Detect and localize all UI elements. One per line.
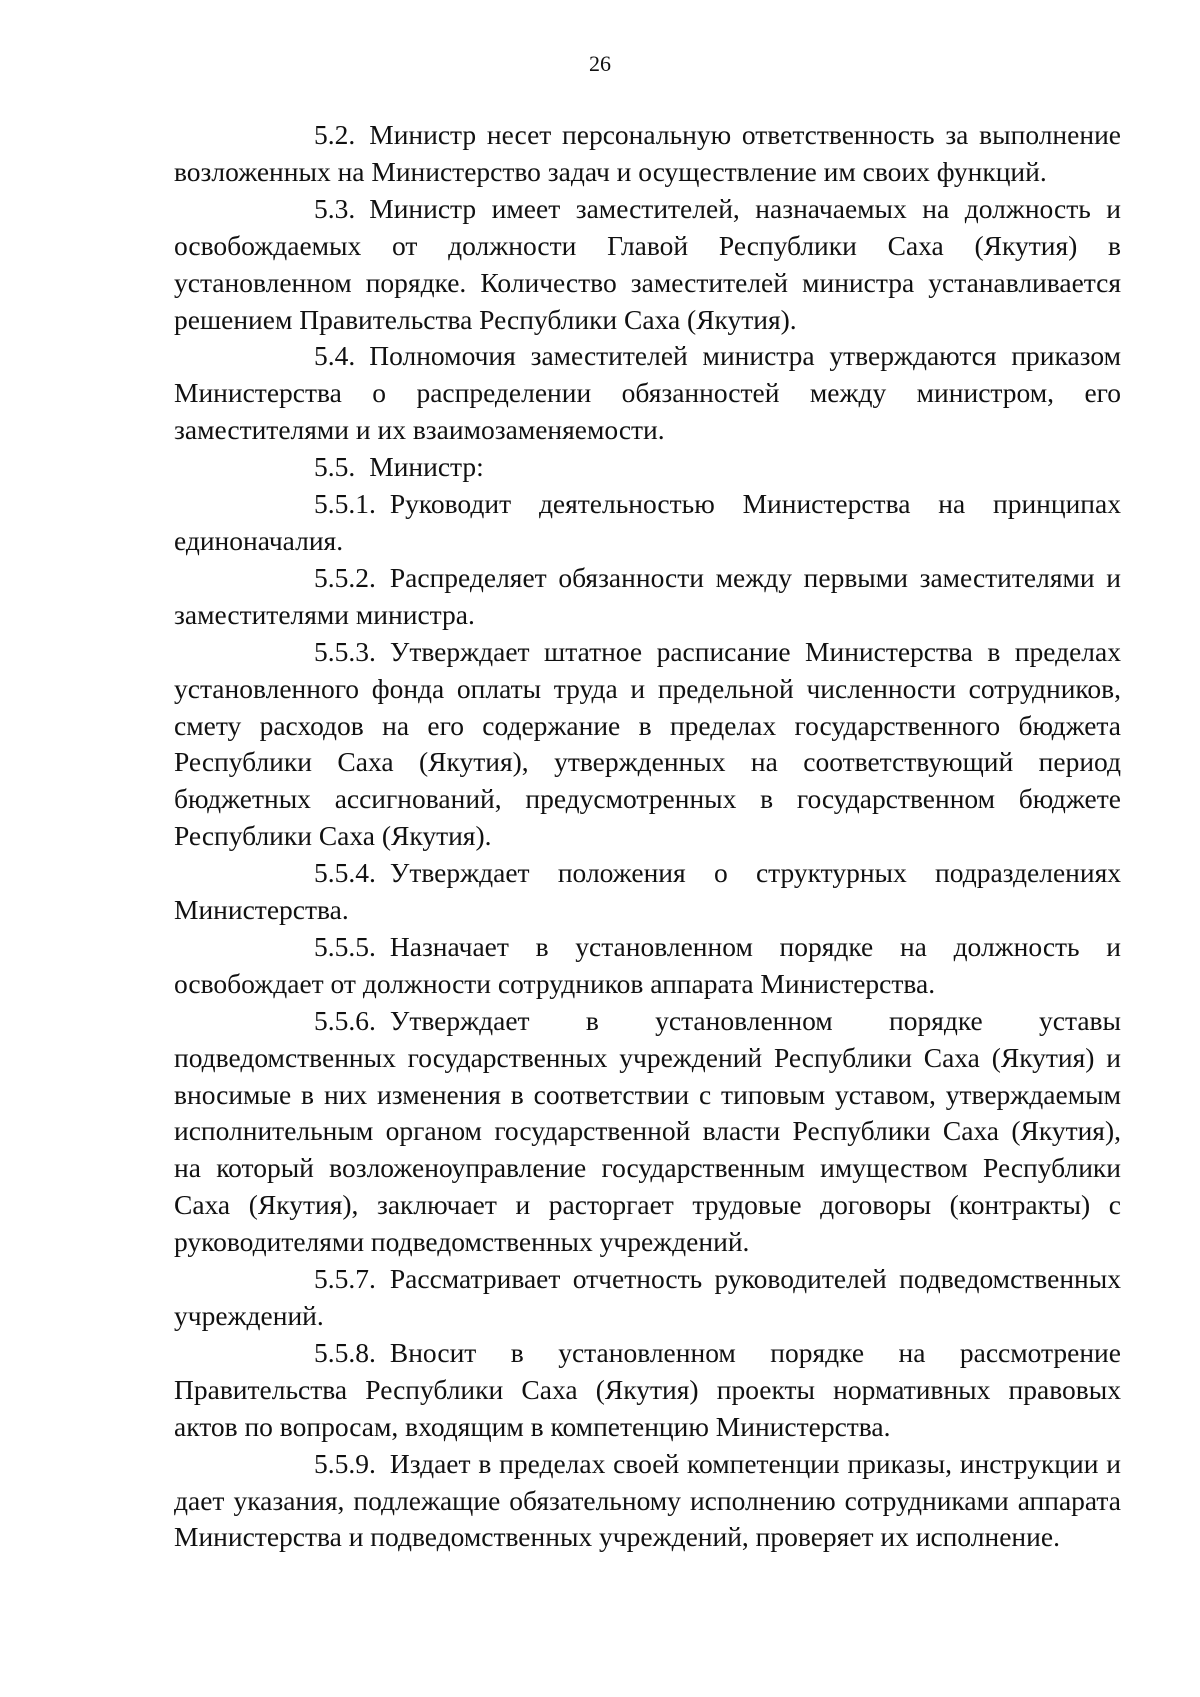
paragraph-5-5-4 xyxy=(174,855,1121,929)
paragraph-5-5-5 xyxy=(174,929,1121,1003)
paragraph-5-5-9 xyxy=(174,1446,1121,1557)
paragraph-5-5-3 xyxy=(174,634,1121,855)
document-body xyxy=(174,117,1121,1556)
clause-text: Утверждает положения о структурных подразделениях Министерства. xyxy=(174,857,1121,926)
clause-text: Руководит деятельностью Министерства на принципах единоначалия. xyxy=(174,488,1121,556)
clause-number: 5.5.5. xyxy=(314,930,376,962)
clause-text: Утверждает в установленном порядке уставы подведомственных государственных учреждений Республики Саха (Якутия) и вносимые в них изменения в соответствии с типовым уставом, утверждаемым исполнительным органом государственной власти Республики Саха (Якутия), на который возложеноуправление государственным имуществом Республики Саха (Якутия), заключает и расторгает трудовые договоры (контракты) с руководителями подведомственных учреждений. xyxy=(174,1004,1121,1258)
clause-number: 5.5.9. xyxy=(314,1447,376,1479)
paragraph-5-2 xyxy=(174,117,1121,191)
clause-text: Полномочия заместителей министра утверждаются приказом Министерства о распределении обязанностей между министром, его заместителями и их взаимозаменяемости. xyxy=(174,340,1121,446)
clause-number: 5.5.8. xyxy=(314,1336,376,1368)
clause-text: Министр имеет заместителей, назначаемых на должность и освобождаемых от должности Главой Республики Саха (Якутия) в установленном порядке. Количество заместителей министра устанавливается решением Правительства Республики Саха (Якутия). xyxy=(174,192,1121,335)
clause-number: 5.5. xyxy=(314,451,356,483)
clause-text: Распределяет обязанности между первыми заместителями и заместителями министра. xyxy=(174,561,1121,630)
clause-number: 5.5.4. xyxy=(314,857,376,889)
clause-text: Рассматривает отчетность руководителей подведомственных учреждений. xyxy=(174,1263,1121,1331)
clause-text: Министр несет персональную ответственность за выполнение возложенных на Министерство задач и осуществление им своих функций. xyxy=(174,119,1121,187)
clause-number: 5.4. xyxy=(314,340,356,372)
clause-text: Утверждает штатное расписание Министерства в пределах установленного фонда оплаты труда и предельной численности сотрудников, смету расходов на его содержание в пределах государственного бюджета Республики Саха (Якутия), утвержденных на соответствующий период бюджетных ассигнований, предусмотренных в государственном бюджете Республики Саха (Якутия). xyxy=(174,635,1121,852)
paragraph-5-5-8 xyxy=(174,1335,1121,1446)
paragraph-5-5-7 xyxy=(174,1261,1121,1335)
paragraph-5-5-2 xyxy=(174,560,1121,634)
clause-text: Министр: xyxy=(369,451,484,483)
paragraph-5-4 xyxy=(174,338,1121,449)
clause-text: Назначает в установленном порядке на должность и освобождает от должности сотрудников аппарата Министерства. xyxy=(174,930,1121,999)
clause-number: 5.5.6. xyxy=(314,1004,376,1036)
paragraph-5-3 xyxy=(174,191,1121,339)
clause-number: 5.3. xyxy=(314,192,356,224)
clause-text: Издает в пределах своей компетенции приказы, инструкции и дает указания, подлежащие обязательному исполнению сотрудниками аппарата Министерства и подведомственных учреждений, проверяет их исполнение. xyxy=(174,1447,1121,1553)
page-number: 26 xyxy=(589,51,611,76)
paragraph-5-5 xyxy=(174,449,1121,486)
paragraph-5-5-1 xyxy=(174,486,1121,560)
clause-number: 5.5.2. xyxy=(314,561,376,593)
paragraph-5-5-6 xyxy=(174,1003,1121,1261)
clause-number: 5.2. xyxy=(314,119,356,150)
clause-number: 5.5.3. xyxy=(314,635,376,667)
clause-text: Вносит в установленном порядке на рассмотрение Правительства Республики Саха (Якутия) проекты нормативных правовых актов по вопросам, входящим в компетенцию Министерства. xyxy=(174,1336,1121,1442)
clause-number: 5.5.7. xyxy=(314,1263,376,1295)
clause-number: 5.5.1. xyxy=(314,488,376,520)
